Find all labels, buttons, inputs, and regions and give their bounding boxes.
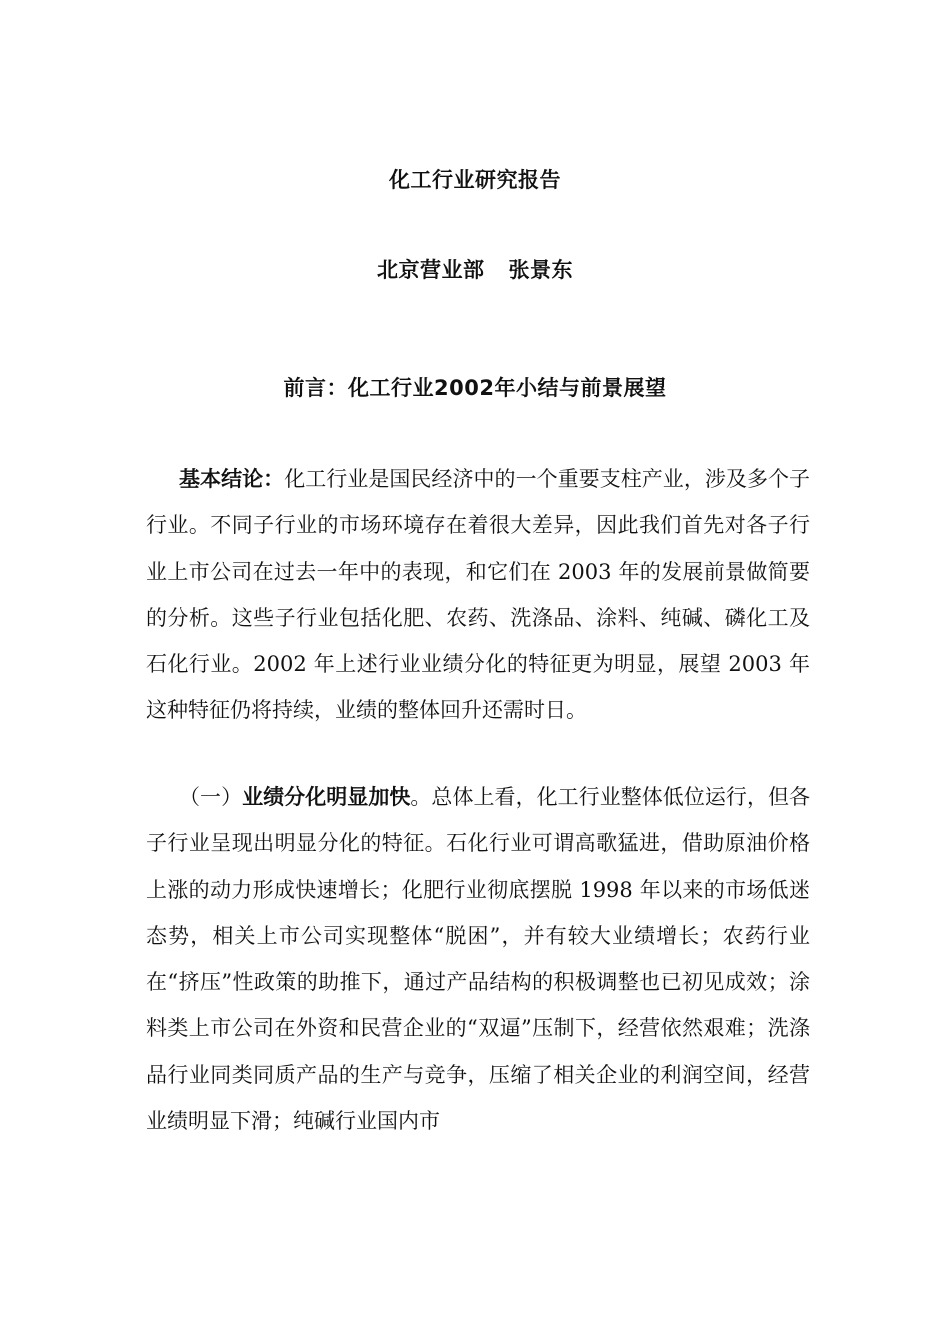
- paragraph-lead: 业绩分化明显加快: [242, 785, 411, 809]
- paragraph-body: 。总体上看，化工行业整体低位运行，但各子行业呈现出明显分化的特征。石化行业可谓高歌猛进，借助原油价格上涨的动力形成快速增长；化肥行业彻底摆脱 1998 年以来的市场低迷态势，相关上市公司实现整体“脱困”，并有较大业绩增长；农药行业在“挤压”性政策的助推下，通过产品结构的积极调整也已初见成效；涂料类上市公司在外资和民营企业的“双逼”压制下，经营依然艰难；洗涤品行业同类同质产品的生产与竞争，压缩了相关企业的利润空间，经营业绩明显下滑；纯碱行业国内市: [146, 785, 811, 1134]
- author-name: 张景东: [508, 258, 573, 282]
- document-title: 化工行业研究报告: [389, 168, 561, 192]
- paragraph-body: 化工行业是国民经济中的一个重要支柱产业，涉及多个子行业。不同子行业的市场环境存在着很大差异，因此我们首先对各子行业上市公司在过去一年中的表现，和它们在 2003 年的发展前景做简要的分析。这些子行业包括化肥、农药、洗涤品、涂料、纯碱、磷化工及石化行业。2002 年上述行业业绩分化的特征更为明显，展望 2003 年这种特征仍将持续，业绩的整体回升还需时日。: [146, 467, 811, 723]
- section-heading: 前言：化工行业2002年小结与前景展望: [283, 376, 667, 400]
- paragraph-lead: 基本结论：: [179, 467, 285, 491]
- paragraph-performance-divergence: [146, 774, 810, 1144]
- author-line: [0, 254, 950, 284]
- paragraph-prefix: （一）: [179, 785, 243, 809]
- author-department: 北京营业部: [377, 258, 485, 282]
- paragraph-basic-conclusion: [146, 456, 810, 734]
